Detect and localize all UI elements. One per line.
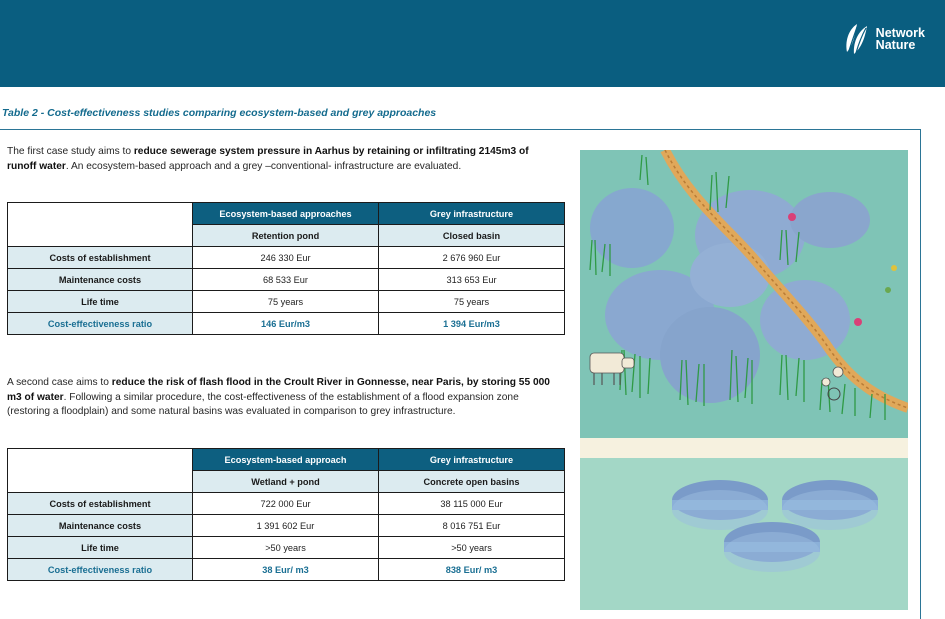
case2-corner-cell [8, 449, 193, 493]
table-row [8, 493, 565, 515]
table-caption: Table 2 - Cost-effectiveness studies comparing ecosystem-based and grey approaches [2, 107, 437, 119]
ratio-grey: 838 Eur/ m3 [379, 559, 565, 581]
bird [885, 287, 891, 293]
case1-table [7, 202, 565, 335]
case1-intro-bold: reduce sewerage system pressure in Aarhus by retaining or infiltrating 2145m3 of runoff water [7, 146, 529, 172]
row-label: Costs of establishment [8, 247, 193, 269]
pond-blob [790, 192, 870, 248]
cell-grey: 2 676 960 Eur [379, 247, 565, 269]
case1-intro [7, 145, 552, 174]
leaf-logo-icon [844, 22, 870, 56]
ratio-ecosystem: 38 Eur/ m3 [193, 559, 379, 581]
ratio-label: Cost-effectiveness ratio [8, 559, 193, 581]
cell-ecosystem: 722 000 Eur [193, 493, 379, 515]
row-label: Life time [8, 291, 193, 313]
logo-line-network: Network [875, 26, 925, 40]
case2-col1-sub: Wetland + pond [193, 471, 379, 493]
table-row [8, 247, 565, 269]
ecosystem-illustration [580, 150, 908, 610]
pond-blob [690, 243, 770, 307]
cell-grey: 313 653 Eur [379, 269, 565, 291]
table-row-ratio [8, 559, 565, 581]
bird [891, 265, 897, 271]
concrete-basin-rim [782, 490, 878, 530]
case2-intro [7, 376, 552, 420]
ratio-ecosystem: 146 Eur/m3 [193, 313, 379, 335]
row-label: Costs of establishment [8, 493, 193, 515]
table-row [8, 269, 565, 291]
pond-blob [590, 188, 674, 268]
row-label: Life time [8, 537, 193, 559]
case1-col1-sub: Retention pond [193, 225, 379, 247]
table-row-ratio [8, 313, 565, 335]
bird [854, 318, 862, 326]
cell-ecosystem: >50 years [193, 537, 379, 559]
sand-band [580, 438, 908, 458]
logo-text [876, 27, 925, 51]
network-nature-logo[interactable] [844, 22, 925, 56]
bird [788, 213, 796, 221]
cell-ecosystem: 68 533 Eur [193, 269, 379, 291]
ratio-grey: 1 394 Eur/m3 [379, 313, 565, 335]
table-row [8, 537, 565, 559]
case1-col1-header: Ecosystem-based approaches [193, 203, 379, 225]
cell-ecosystem: 246 330 Eur [193, 247, 379, 269]
cell-ecosystem: 1 391 602 Eur [193, 515, 379, 537]
table-row [8, 515, 565, 537]
cell-grey: 8 016 751 Eur [379, 515, 565, 537]
ratio-label: Cost-effectiveness ratio [8, 313, 193, 335]
case2-intro-text2: . Following a similar procedure, the cost-effectiveness of the establishment of a flood expansion zone (restoring a floodplain) and some natural basins was evaluated in comparison to grey infrastructure. [7, 391, 519, 417]
cell-grey: 75 years [379, 291, 565, 313]
case2-intro-text1: A second case aims to [7, 377, 112, 388]
case2-intro-bold: reduce the risk of flash flood in the Croult River in Gonnesse, near Paris, by storing 55 000 m3 of water [7, 377, 550, 403]
case2-table [7, 448, 565, 581]
cell-grey: >50 years [379, 537, 565, 559]
concrete-basin-rim [724, 532, 820, 572]
page-header [0, 0, 945, 87]
logo-line-nature: Nature [875, 38, 916, 52]
case1-intro-text2: . An ecosystem-based approach and a grey –conventional- infrastructure are evaluated. [65, 160, 462, 172]
row-label: Maintenance costs [8, 269, 193, 291]
table-row [8, 291, 565, 313]
case2-col2-sub: Concrete open basins [379, 471, 565, 493]
case1-col2-sub: Closed basin [379, 225, 565, 247]
pond-blob [660, 307, 760, 403]
case1-intro-text1: The first case study aims to [7, 146, 134, 157]
case1-corner-cell [8, 203, 193, 247]
case2-col1-header: Ecosystem-based approach [193, 449, 379, 471]
cell-grey: 38 115 000 Eur [379, 493, 565, 515]
cell-ecosystem: 75 years [193, 291, 379, 313]
case1-col2-header: Grey infrastructure [379, 203, 565, 225]
row-label: Maintenance costs [8, 515, 193, 537]
case2-col2-header: Grey infrastructure [379, 449, 565, 471]
